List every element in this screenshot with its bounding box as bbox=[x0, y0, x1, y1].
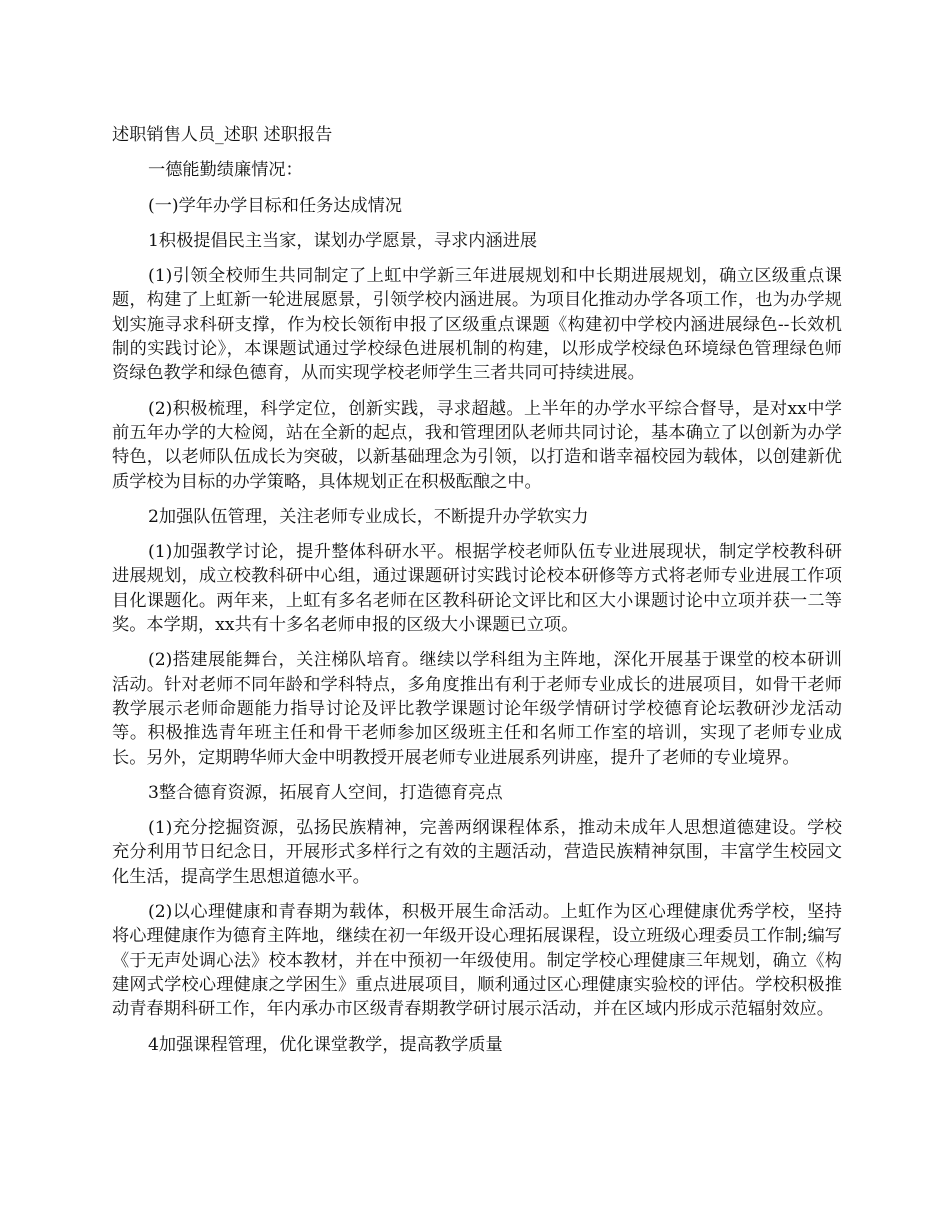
paragraph: (1)引领全校师生共同制定了上虹中学新三年进展规划和中长期进展规划，确立区级重点课题，构建了上虹新一轮进展愿景，引领学校内涵进展。为项目化推动办学各项工作，也为办学规划实施寻求科研支撑，作为校长领衔申报了区级重点课题《构建初中学校内涵进展绿色--长效机制的实践讨论》，本课题试通过学校绿色进展机制的构建，以形成学校绿色环境绿色管理绿色师资绿色教学和绿色德育，从而实现学校老师学生三者共同可持续进展。 bbox=[112, 266, 842, 384]
item-heading-4: 4加强课程管理，优化课堂教学，提高教学质量 bbox=[148, 1034, 503, 1055]
paragraph: (1)充分挖掘资源，弘扬民族精神，完善两纲课程体系，推动未成年人思想道德建设。学校充分利用节日纪念日，开展形式多样行之有效的主题活动，营造民族精神氛围，丰富学生校园文化生活，提高学生思想道德水平。 bbox=[112, 818, 842, 887]
item-heading-1: 1积极提倡民主当家，谋划办学愿景，寻求内涵进展 bbox=[148, 230, 538, 251]
paragraph: (2)积极梳理，科学定位，创新实践，寻求超越。上半年的办学水平综合督导，是对xx中学前五年办学的大检阅，站在全新的起点，我和管理团队老师共同讨论，基本确立了以创新为办学特色，以老师队伍成长为突破，以新基础理念为引领，以打造和谐幸福校园为载体，以创建新优质学校为目标的办学策略，具体规划正在积极酝酿之中。 bbox=[112, 398, 842, 492]
section-heading: 一德能勤绩廉情况： bbox=[148, 160, 303, 181]
document-page bbox=[112, 123, 842, 1068]
paragraph: (2)搭建展能舞台，关注梯队培育。继续以学科组为主阵地，深化开展基于课堂的校本研训活动。针对老师不同年龄和学科特点，多角度推出有利于老师专业成长的进展项目，如骨干老师教学展示老师命题能力指导讨论及评比教学课题讨论年级学情研讨学校德育论坛教研沙龙活动等。积极推选青年班主任和骨干老师参加区级班主任和名师工作室的培训，实现了老师专业成长。另外，定期聘华师大金中明教授开展老师专业进展系列讲座，提升了老师的专业境界。 bbox=[112, 650, 842, 768]
subsection-heading: (一)学年办学目标和任务达成情况 bbox=[148, 195, 403, 216]
item-heading-3: 3整合德育资源，拓展育人空间，打造德育亮点 bbox=[148, 782, 503, 803]
paragraph: (2)以心理健康和青春期为载体，积极开展生命活动。上虹作为区心理健康优秀学校，坚持将心理健康作为德育主阵地，继续在初一年级开设心理拓展课程，设立班级心理委员工作制;编写《于无声处调心法》校本教材，并在中预初一年级使用。制定学校心理健康三年规划，确立《构建网式学校心理健康之学困生》重点进展项目，顺利通过区心理健康实验校的评估。学校积极推动青春期科研工作，年内承办市区级青春期教学研讨展示活动，并在区域内形成示范辐射效应。 bbox=[112, 902, 842, 1020]
paragraph: (1)加强教学讨论，提升整体科研水平。根据学校老师队伍专业进展现状，制定学校教科研进展规划，成立校教科研中心组，通过课题研讨实践讨论校本研修等方式将老师专业进展工作项目化课题化。两年来，上虹有多名老师在区教科研论文评比和区大小课题讨论中立项并获一二等奖。本学期，xx共有十多名老师申报的区级大小课题已立项。 bbox=[112, 542, 842, 636]
item-heading-2: 2加强队伍管理，关注老师专业成长，不断提升办学软实力 bbox=[148, 506, 589, 527]
document-title: 述职销售人员_述职 述职报告 bbox=[112, 125, 333, 145]
